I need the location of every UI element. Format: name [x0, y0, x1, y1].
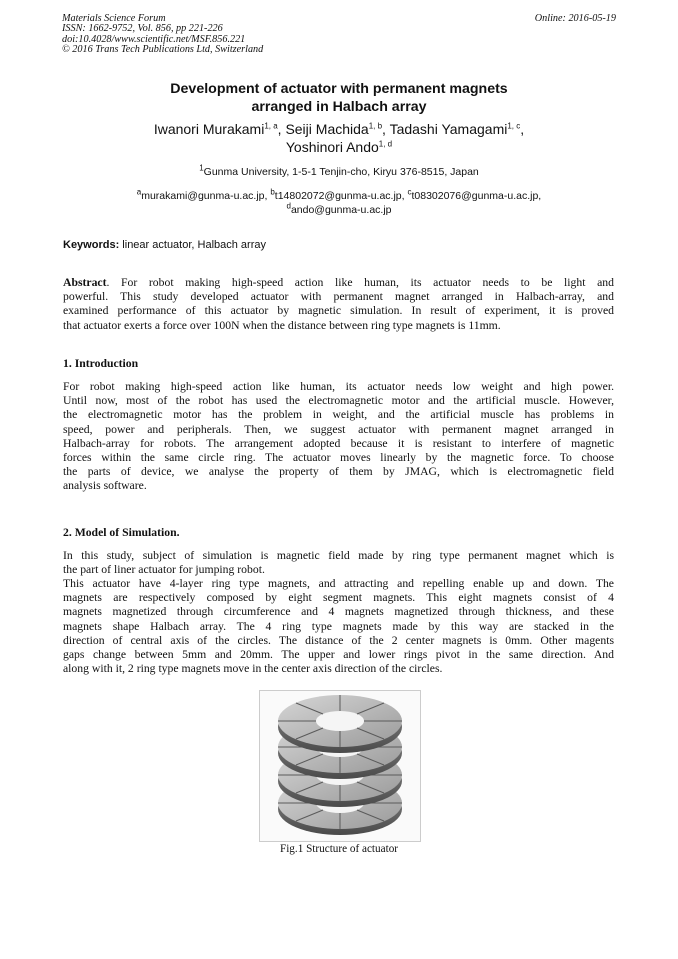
body-line: Until now, most of the robot has used the electromagnetic motor and the artificial muscle. However,: [63, 394, 614, 408]
abstract-line: that actuator exerts a force over 100N when the distance between ring type magnets is 11mm.: [63, 318, 501, 332]
body-line: speed, power and peripherals. Then, we suggest actuator with permanent magnet arranged in: [63, 422, 614, 436]
body-line: along with it, 2 ring type magnets move in the center axis direction of the circles.: [63, 662, 443, 676]
title-line-1: Development of actuator with permanent magnets: [170, 81, 508, 97]
figure-caption: Fig.1 Structure of actuator: [279, 843, 399, 855]
keywords-label: Keywords:: [63, 239, 120, 251]
actuator-ring-stack-image: [260, 691, 420, 841]
email-link[interactable]: ando@gunma-u.ac.jp: [290, 204, 392, 216]
body-line: magnets shape Halbach array. The 4 ring type magnets made by this way are stacked in the: [63, 619, 614, 633]
email-link[interactable]: murakami@gunma-u.ac.jp,: [141, 190, 271, 202]
emails-line-1: [0, 189, 678, 203]
authors-line-1: [0, 121, 678, 139]
section-heading-model: 2. Model of Simulation.: [63, 526, 180, 539]
email-sup: c: [407, 187, 412, 197]
affiliation: [0, 163, 678, 179]
body-line: direction of central axis of the circles. The distance of the 2 center magnets is 0mm. Other magents: [63, 633, 614, 647]
body-line: This actuator have 4-layer ring type magnets, and attracting and repelling enable up and down. The: [63, 577, 614, 590]
body-line: forces within the same circle ring. The actuator moves linearly by the magnetic force. To choose: [63, 451, 614, 465]
section-heading-introduction: 1. Introduction: [63, 357, 139, 370]
actuator-figure: [259, 690, 421, 842]
issn-line: ISSN: 1662-9752, Vol. 856, pp 221-226: [62, 23, 223, 35]
paper-title: [0, 81, 678, 116]
body-line: magnets magnetized through circumference and 4 magnets magnetized through thickness, and these: [63, 605, 614, 619]
abstract: [63, 276, 614, 333]
body-line: the part of liner actuator for jumping robot.: [63, 563, 265, 577]
author-list: [0, 121, 678, 156]
email-link[interactable]: t14802072@gunma-u.ac.jp,: [274, 190, 408, 202]
affiliation-sup: 1: [199, 163, 204, 173]
emails-line-2: [0, 203, 678, 217]
body-line: In this study, subject of simulation is magnetic field made by ring type permanent magnet which is: [63, 549, 614, 562]
author-name: Seiji Machida: [285, 121, 369, 137]
email-sup: b: [270, 187, 275, 197]
author-affil-sup: 1, d: [378, 138, 393, 148]
abstract-label: Abstract: [63, 276, 107, 289]
online-date: Online: 2016-05-19: [534, 13, 616, 24]
author-name: Yoshinori Ando: [285, 138, 379, 155]
email-sup: a: [136, 187, 142, 197]
magnet-ring: [278, 695, 402, 753]
copyright-line: © 2016 Trans Tech Publications Ltd, Switzerland: [62, 44, 264, 56]
email-sup: d: [286, 201, 291, 211]
title-line-2: arranged in Halbach array: [251, 98, 427, 115]
body-line: the electromagnetic motor has the problem in weight, and the artificial muscle has problems in: [63, 408, 614, 422]
abstract-line: [63, 276, 614, 290]
author-separator: ,: [277, 121, 286, 137]
author-separator: ,: [520, 121, 525, 137]
author-affil-sup: 1, b: [368, 121, 383, 131]
journal-header: [62, 14, 263, 56]
author-name: Tadashi Yamagami: [389, 121, 508, 137]
body-line: magnets are respectively composed by eight segment magnets. This eight magnets consist of 4: [63, 591, 614, 605]
model-paragraph-2: [63, 577, 614, 676]
email-list: [0, 189, 678, 217]
abstract-line: examined performance of this actuator by magnetic simulation. In result of experiment, it is proved: [63, 304, 614, 318]
model-paragraph-1: [63, 549, 614, 577]
abstract-line: powerful. This study developed actuator with permanent magnet arranged in Halbach-array, and: [63, 290, 614, 304]
affiliation-text: Gunma University, 1-5-1 Tenjin-cho, Kiryu 376-8515, Japan: [203, 166, 479, 178]
journal-name: Materials Science Forum: [62, 13, 166, 24]
email-link[interactable]: t08302076@gunma-u.ac.jp,: [411, 190, 542, 202]
author-name: Iwanori Murakami: [153, 121, 265, 137]
author-separator: ,: [382, 121, 390, 137]
keywords-text: linear actuator, Halbach array: [119, 239, 266, 251]
doi-line[interactable]: doi:10.4028/www.scientific.net/MSF.856.221: [62, 33, 246, 45]
author-affil-sup: 1, a: [264, 121, 278, 131]
body-line: the parts of device, we analyse the property of them by JMAG, which is electromagnetic field: [63, 465, 614, 479]
body-line: For robot making high-speed action like human, its actuator needs low weight and high power.: [63, 380, 614, 393]
abstract-line-text: . For robot making high-speed action like human, its actuator needs to be light and: [106, 276, 614, 289]
introduction-paragraph: [63, 380, 614, 494]
body-line: analysis software.: [63, 479, 147, 493]
author-affil-sup: 1, c: [507, 121, 521, 131]
body-line: gaps change between 5mm and 20mm. The upper and lower rings pivot in the same direction. And: [63, 648, 614, 662]
authors-line-2: [0, 139, 678, 157]
body-line: Halbach-array for robots. The arrangement adopted because it is resistant to interfere of magnetic: [63, 436, 614, 450]
keywords: [63, 239, 266, 252]
